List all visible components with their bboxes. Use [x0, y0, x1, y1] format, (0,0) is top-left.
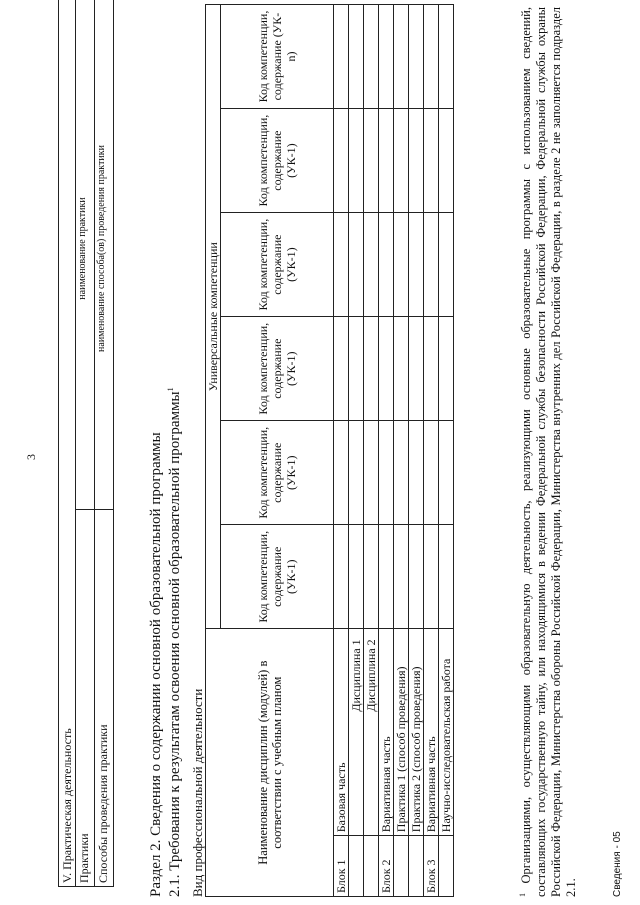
competency-value-cell[interactable] [334, 525, 349, 629]
form-code: Сведения - 05 [612, 831, 623, 897]
competency-value-cell[interactable] [379, 421, 394, 525]
competency-value-cell[interactable] [364, 213, 379, 317]
competency-value-cell[interactable] [379, 317, 394, 421]
competency-value-cell[interactable] [379, 5, 394, 109]
practice-section-heading: V. Практическая деятельность [59, 0, 76, 887]
footnote-text: Организациями, осуществляющими образовательную деятельность, реализующими основные образовательные программы с использованием сведений, составляющих государственную тайну, или находящимися в ведении Федеральной службы безопасности Российской Федерации, Федеральной службы охраны Российской Федерации, Министерства обороны Российской Федерации, Министерства внутренних дел Российской Федерации, в разделе 2 не заполняется подраздел 2.1. [519, 7, 579, 897]
competency-value-cell[interactable] [424, 213, 439, 317]
table-row [424, 5, 439, 897]
practice-heading-row [59, 0, 76, 887]
practice-caption: наименование практики [76, 0, 95, 510]
competency-group-header: Универсальные компетенции [206, 5, 221, 629]
block-cell: Блок 1 [334, 836, 349, 897]
competency-value-cell[interactable] [364, 109, 379, 213]
competency-value-cell[interactable] [394, 421, 409, 525]
competency-value-cell[interactable] [379, 525, 394, 629]
competency-value-cell[interactable] [439, 317, 454, 421]
discipline-name-cell: Вариативная часть [379, 629, 394, 836]
competency-table-body [334, 5, 454, 897]
discipline-name-cell: Дисциплина 2 [364, 629, 379, 836]
competency-value-cell[interactable] [379, 109, 394, 213]
footnote-mark: 1 [518, 893, 527, 897]
competency-value-cell[interactable] [364, 525, 379, 629]
competency-value-cell[interactable] [394, 213, 409, 317]
subsection-title [166, 387, 184, 897]
block-cell [394, 836, 409, 897]
competency-value-cell[interactable] [424, 317, 439, 421]
table-row [394, 5, 409, 897]
competency-value-cell[interactable] [424, 525, 439, 629]
competency-table [205, 4, 454, 897]
table-row [364, 5, 379, 897]
competency-value-cell[interactable] [439, 525, 454, 629]
block-cell [349, 836, 364, 897]
competency-header: Код компетенции, содержание (УК-1) [221, 213, 334, 317]
competency-value-cell[interactable] [364, 5, 379, 109]
competency-value-cell[interactable] [394, 5, 409, 109]
competency-value-cell[interactable] [349, 213, 364, 317]
competency-value-cell[interactable] [394, 317, 409, 421]
discipline-name-cell: Практика 2 (способ проведения) [409, 629, 424, 836]
section-title: Раздел 2. Сведения о содержании основной образовательной программы [148, 432, 164, 897]
practice-method-caption: наименование способа(ов) проведения практики [95, 0, 114, 510]
discipline-name-cell: Практика 1 (способ проведения) [394, 629, 409, 836]
competency-value-cell[interactable] [334, 109, 349, 213]
table-row [439, 5, 454, 897]
competency-value-cell[interactable] [424, 421, 439, 525]
competency-value-cell[interactable] [364, 421, 379, 525]
block-cell [439, 836, 454, 897]
block-cell: Блок 3 [424, 836, 439, 897]
practice-label: Практики [76, 510, 95, 887]
competency-value-cell[interactable] [394, 525, 409, 629]
footnote [515, 7, 579, 897]
table-row [409, 5, 424, 897]
competency-value-cell[interactable] [364, 317, 379, 421]
competency-value-cell[interactable] [439, 213, 454, 317]
competency-value-cell[interactable] [424, 5, 439, 109]
competency-value-cell[interactable] [439, 109, 454, 213]
competency-value-cell[interactable] [424, 109, 439, 213]
page-number: 3 [24, 454, 38, 460]
discipline-name-cell: Базовая часть [334, 629, 349, 836]
discipline-header: Наименование дисциплин (модулей) в соответствии с учебным планом [206, 629, 334, 897]
competency-value-cell[interactable] [394, 109, 409, 213]
table-row [349, 5, 364, 897]
competency-value-cell[interactable] [409, 109, 424, 213]
competency-value-cell[interactable] [439, 5, 454, 109]
subsection-title-text: 2.1. Требования к результатам освоения основной образовательной программы [167, 391, 183, 897]
competency-value-cell[interactable] [409, 213, 424, 317]
table-row [379, 5, 394, 897]
competency-value-cell[interactable] [334, 213, 349, 317]
discipline-name-cell: Научно-исследовательская работа [439, 629, 454, 836]
table-header-row [206, 5, 221, 897]
competency-value-cell[interactable] [349, 525, 364, 629]
competency-value-cell[interactable] [334, 421, 349, 525]
activity-type-label: Вид профессиональной деятельности [190, 688, 205, 897]
competency-value-cell[interactable] [409, 421, 424, 525]
competency-header: Код компетенции, содержание (УК-n) [221, 5, 334, 109]
competency-value-cell[interactable] [409, 5, 424, 109]
discipline-name-cell: Вариативная часть [424, 629, 439, 836]
table-row [334, 5, 349, 897]
competency-value-cell[interactable] [409, 317, 424, 421]
competency-value-cell[interactable] [349, 317, 364, 421]
competency-value-cell[interactable] [334, 5, 349, 109]
practice-section-table [58, 0, 114, 887]
competency-value-cell[interactable] [349, 109, 364, 213]
block-cell [409, 836, 424, 897]
practice-method-label: Способы проведения практики [95, 510, 114, 887]
competency-value-cell[interactable] [334, 317, 349, 421]
block-cell [364, 836, 379, 897]
competency-header: Код компетенции, содержание (УК-1) [221, 317, 334, 421]
competency-header: Код компетенции, содержание (УК-1) [221, 421, 334, 525]
competency-header: Код компетенции, содержание (УК-1) [221, 525, 334, 629]
competency-value-cell[interactable] [349, 421, 364, 525]
footnote-ref: 1 [166, 387, 175, 392]
competency-value-cell[interactable] [379, 213, 394, 317]
practice-method-row [95, 0, 114, 887]
competency-value-cell[interactable] [409, 525, 424, 629]
competency-header: Код компетенции, содержание (УК-1) [221, 109, 334, 213]
discipline-name-cell: Дисциплина 1 [349, 629, 364, 836]
block-cell: Блок 2 [379, 836, 394, 897]
practice-row [76, 0, 95, 887]
competency-value-cell[interactable] [349, 5, 364, 109]
competency-value-cell[interactable] [439, 421, 454, 525]
